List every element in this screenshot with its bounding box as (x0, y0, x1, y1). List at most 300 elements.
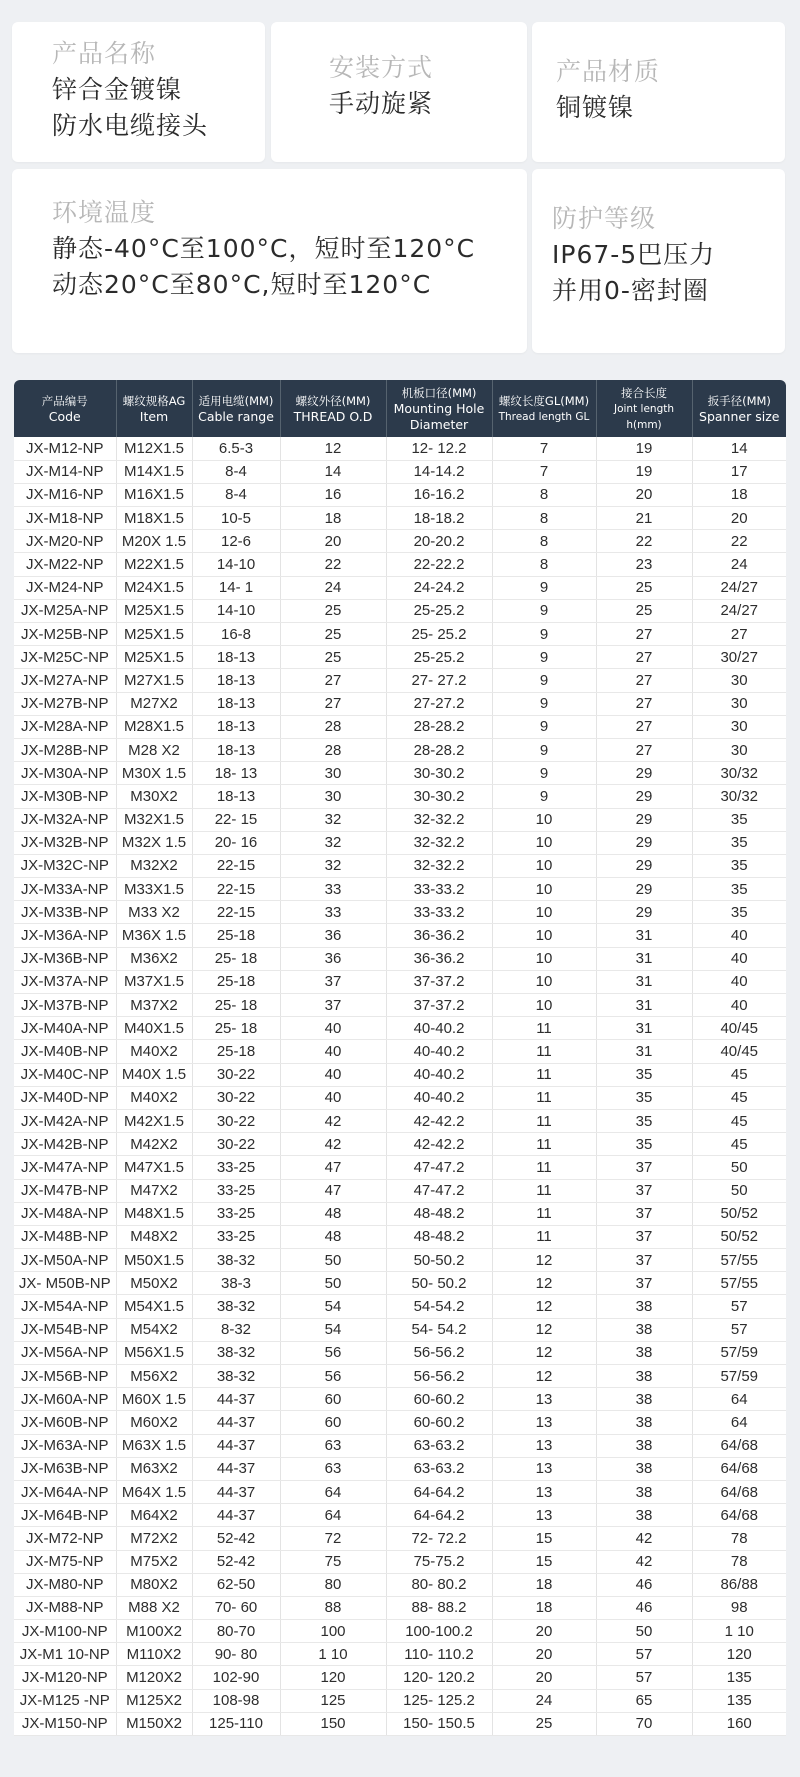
table-cell: 50/52 (692, 1202, 786, 1225)
table-cell: 40-40.2 (386, 1017, 492, 1040)
table-cell: 11 (492, 1063, 596, 1086)
table-cell: JX-M32C-NP (14, 854, 116, 877)
table-cell: M48X2 (116, 1225, 192, 1248)
table-cell: M14X1.5 (116, 460, 192, 483)
card-value: 铜镀镍 (556, 93, 635, 122)
table-cell: 102-90 (192, 1666, 280, 1689)
table-cell: JX-M33B-NP (14, 901, 116, 924)
column-header-en: Thread length GL (498, 410, 590, 423)
table-cell: JX-M60B-NP (14, 1411, 116, 1434)
table-cell: 22 (280, 553, 386, 576)
card-value: 手动旋紧 (329, 89, 434, 118)
table-cell: 8 (492, 553, 596, 576)
table-cell: 18-18.2 (386, 507, 492, 530)
table-cell: 11 (492, 1133, 596, 1156)
table-cell: 33-25 (192, 1225, 280, 1248)
table-cell: 33-25 (192, 1202, 280, 1225)
table-cell: 37 (280, 970, 386, 993)
table-cell: 20 (492, 1643, 596, 1666)
table-cell: 10 (492, 854, 596, 877)
table-cell: 48-48.2 (386, 1202, 492, 1225)
table-cell: 32-32.2 (386, 854, 492, 877)
table-cell: 63 (280, 1434, 386, 1457)
column-header-en: Cable range (198, 408, 274, 424)
table-cell: M40X2 (116, 1086, 192, 1109)
table-cell: 38-32 (192, 1249, 280, 1272)
table-cell: 64 (280, 1480, 386, 1503)
table-cell: 10 (492, 901, 596, 924)
table-cell: M36X2 (116, 947, 192, 970)
table-cell: 57/55 (692, 1249, 786, 1272)
table-row (14, 646, 786, 669)
table-cell: 37 (596, 1225, 692, 1248)
table-cell: 38-32 (192, 1341, 280, 1364)
table-cell: 25- 18 (192, 994, 280, 1017)
table-cell: 40 (692, 994, 786, 1017)
table-cell: 64/68 (692, 1434, 786, 1457)
table-cell: M25X1.5 (116, 646, 192, 669)
table-cell: 50 (596, 1620, 692, 1643)
table-cell: 57 (692, 1295, 786, 1318)
table-cell: 31 (596, 970, 692, 993)
table-cell: 9 (492, 669, 596, 692)
table-row (14, 1573, 786, 1596)
table-cell: M54X2 (116, 1318, 192, 1341)
table-cell: 44-37 (192, 1457, 280, 1480)
table-cell: 13 (492, 1388, 596, 1411)
table-cell: 32 (280, 854, 386, 877)
table-cell: JX-M42B-NP (14, 1133, 116, 1156)
table-cell: 72 (280, 1527, 386, 1550)
card-install-method (271, 22, 527, 162)
column-header-zh: 扳手径(MM) (707, 393, 771, 408)
table-row (14, 1225, 786, 1248)
table-cell: 28-28.2 (386, 715, 492, 738)
table-cell: 30-30.2 (386, 762, 492, 785)
table-cell: 30-22 (192, 1086, 280, 1109)
table-cell: 48-48.2 (386, 1225, 492, 1248)
table-cell: 25 (280, 623, 386, 646)
table-cell: 108-98 (192, 1689, 280, 1712)
table-cell: JX-M36A-NP (14, 924, 116, 947)
table-body (14, 437, 786, 1736)
table-cell: 29 (596, 831, 692, 854)
table-cell: JX-M12-NP (14, 437, 116, 460)
table-cell: 50 (280, 1249, 386, 1272)
table-cell: 31 (596, 1017, 692, 1040)
table-cell: 25 (280, 646, 386, 669)
column-header-zh: 产品编号 (41, 393, 88, 408)
table-row (14, 715, 786, 738)
table-cell: JX-M37B-NP (14, 994, 116, 1017)
table-cell: 19 (596, 460, 692, 483)
table-cell: 64/68 (692, 1480, 786, 1503)
column-header (596, 380, 692, 437)
table-cell: 54 (280, 1295, 386, 1318)
card-protection (532, 169, 785, 353)
table-cell: 64/68 (692, 1457, 786, 1480)
table-cell: 54-54.2 (386, 1295, 492, 1318)
table-cell: 50 (692, 1156, 786, 1179)
table-cell: 30-22 (192, 1109, 280, 1132)
table-cell: 75-75.2 (386, 1550, 492, 1573)
table-cell: 150 (280, 1712, 386, 1735)
table-cell: 29 (596, 901, 692, 924)
table-cell: 10 (492, 831, 596, 854)
table-cell: 29 (596, 808, 692, 831)
table-cell: 11 (492, 1225, 596, 1248)
table-cell: 54 (280, 1318, 386, 1341)
table-cell: 72- 72.2 (386, 1527, 492, 1550)
table-cell: 22- 15 (192, 808, 280, 831)
table-cell: JX-M56A-NP (14, 1341, 116, 1364)
table-cell: 56 (280, 1341, 386, 1364)
table-cell: 40 (280, 1017, 386, 1040)
column-header-en: Mounting Hole Diameter (393, 400, 485, 432)
table-cell: 31 (596, 947, 692, 970)
table-cell: 20-20.2 (386, 530, 492, 553)
table-cell: 160 (692, 1712, 786, 1735)
table-cell: 13 (492, 1504, 596, 1527)
table-cell: M110X2 (116, 1643, 192, 1666)
table-cell: M28 X2 (116, 738, 192, 761)
table-row (14, 599, 786, 622)
table-row (14, 530, 786, 553)
table-cell: 33-25 (192, 1156, 280, 1179)
table-cell: 20 (492, 1666, 596, 1689)
table-row (14, 1202, 786, 1225)
table-cell: 37 (596, 1272, 692, 1295)
table-cell: M72X2 (116, 1527, 192, 1550)
table-cell: 29 (596, 785, 692, 808)
table-cell: JX-M14-NP (14, 460, 116, 483)
table-cell: 1 10 (280, 1643, 386, 1666)
table-cell: 125-110 (192, 1712, 280, 1735)
table-cell: 27 (280, 669, 386, 692)
table-cell: 64-64.2 (386, 1480, 492, 1503)
table-cell: 12 (492, 1365, 596, 1388)
table-cell: 18- 13 (192, 762, 280, 785)
table-cell: 30 (692, 715, 786, 738)
table-row (14, 1643, 786, 1666)
table-cell: 38 (596, 1341, 692, 1364)
table-cell: 1 10 (692, 1620, 786, 1643)
table-cell: 11 (492, 1086, 596, 1109)
table-cell: 8-4 (192, 460, 280, 483)
table-cell: JX-M80-NP (14, 1573, 116, 1596)
table-cell: 47-47.2 (386, 1179, 492, 1202)
table-cell: JX-M25A-NP (14, 599, 116, 622)
table-cell: 35 (692, 831, 786, 854)
table-cell: M30X2 (116, 785, 192, 808)
table-cell: JX-M16-NP (14, 483, 116, 506)
table-cell: 15 (492, 1527, 596, 1550)
table-row (14, 669, 786, 692)
table-row (14, 1504, 786, 1527)
table-row (14, 1388, 786, 1411)
table-cell: 12 (492, 1295, 596, 1318)
table-cell: 22-15 (192, 878, 280, 901)
table-cell: 28-28.2 (386, 738, 492, 761)
table-cell: JX-M88-NP (14, 1596, 116, 1619)
table-cell: JX-M40A-NP (14, 1017, 116, 1040)
table-cell: M75X2 (116, 1550, 192, 1573)
table-cell: 20 (692, 507, 786, 530)
table-cell: 88- 88.2 (386, 1596, 492, 1619)
table-cell: 42-42.2 (386, 1133, 492, 1156)
table-cell: M47X2 (116, 1179, 192, 1202)
table-cell: M22X1.5 (116, 553, 192, 576)
table-cell: 40-40.2 (386, 1086, 492, 1109)
table-cell: 135 (692, 1666, 786, 1689)
card-label: 防护等级 (552, 204, 657, 233)
card-value: 防水电缆接头 (52, 111, 209, 140)
table-row (14, 924, 786, 947)
table-row (14, 1411, 786, 1434)
table-cell: 25-18 (192, 924, 280, 947)
table-cell: 86/88 (692, 1573, 786, 1596)
table-cell: 29 (596, 878, 692, 901)
table-cell: M36X 1.5 (116, 924, 192, 947)
table-cell: 37-37.2 (386, 994, 492, 1017)
table-cell: 30 (692, 669, 786, 692)
table-cell: 36 (280, 924, 386, 947)
table-cell: M32X1.5 (116, 808, 192, 831)
spec-table-wrapper (14, 380, 786, 1736)
table-cell: 40 (692, 947, 786, 970)
table-cell: 50-50.2 (386, 1249, 492, 1272)
column-header-zh: 机板口径(MM) (401, 385, 477, 400)
table-cell: JX-M24-NP (14, 576, 116, 599)
table-cell: JX-M25C-NP (14, 646, 116, 669)
table-cell: 29 (596, 854, 692, 877)
table-cell: 47 (280, 1179, 386, 1202)
table-cell: JX-M28A-NP (14, 715, 116, 738)
table-cell: JX-M54A-NP (14, 1295, 116, 1318)
table-cell: 40 (280, 1063, 386, 1086)
table-cell: 9 (492, 692, 596, 715)
table-cell: 27 (280, 692, 386, 715)
table-row (14, 1109, 786, 1132)
table-cell: 25-18 (192, 970, 280, 993)
table-cell: M32X2 (116, 854, 192, 877)
table-cell: 30-30.2 (386, 785, 492, 808)
table-cell: 12- 12.2 (386, 437, 492, 460)
table-cell: 44-37 (192, 1480, 280, 1503)
table-row (14, 623, 786, 646)
table-cell: 14-10 (192, 599, 280, 622)
table-cell: 10-5 (192, 507, 280, 530)
table-cell: 8 (492, 530, 596, 553)
table-cell: 35 (692, 901, 786, 924)
table-cell: 18-13 (192, 692, 280, 715)
card-temperature (12, 169, 527, 353)
table-cell: JX-M20-NP (14, 530, 116, 553)
table-row (14, 1527, 786, 1550)
table-cell: 14-14.2 (386, 460, 492, 483)
table-cell: 19 (596, 437, 692, 460)
table-cell: JX-M36B-NP (14, 947, 116, 970)
table-cell: 35 (596, 1086, 692, 1109)
table-cell: JX-M33A-NP (14, 878, 116, 901)
table-cell: 57 (692, 1318, 786, 1341)
table-cell: 64 (692, 1411, 786, 1434)
table-cell: 10 (492, 808, 596, 831)
table-cell: 25-25.2 (386, 646, 492, 669)
table-row (14, 1620, 786, 1643)
table-cell: 8-4 (192, 483, 280, 506)
table-cell: M16X1.5 (116, 483, 192, 506)
table-cell: 64 (280, 1504, 386, 1527)
table-cell: 46 (596, 1596, 692, 1619)
table-cell: 16-16.2 (386, 483, 492, 506)
table-cell: 35 (596, 1133, 692, 1156)
column-header-en: Spanner size (699, 408, 780, 424)
table-cell: 47 (280, 1156, 386, 1179)
table-cell: 38 (596, 1457, 692, 1480)
table-cell: 44-37 (192, 1434, 280, 1457)
table-cell: M37X1.5 (116, 970, 192, 993)
table-cell: M63X2 (116, 1457, 192, 1480)
table-row (14, 901, 786, 924)
table-cell: 40-40.2 (386, 1063, 492, 1086)
spec-table (14, 380, 786, 1736)
table-cell: M42X1.5 (116, 1109, 192, 1132)
table-cell: 120- 120.2 (386, 1666, 492, 1689)
table-cell: 18-13 (192, 785, 280, 808)
table-cell: 24/27 (692, 576, 786, 599)
table-cell: 57 (596, 1666, 692, 1689)
column-header-zh: 螺纹规格AG (122, 393, 186, 408)
table-cell: 27 (596, 738, 692, 761)
table-row (14, 1040, 786, 1063)
table-cell: JX-M56B-NP (14, 1365, 116, 1388)
table-cell: 64/68 (692, 1504, 786, 1527)
table-cell: 63-63.2 (386, 1434, 492, 1457)
table-cell: 40-40.2 (386, 1040, 492, 1063)
table-cell: JX-M125 -NP (14, 1689, 116, 1712)
table-cell: 52-42 (192, 1550, 280, 1573)
table-cell: 37 (596, 1249, 692, 1272)
table-cell: 28 (280, 715, 386, 738)
table-cell: 50 (280, 1272, 386, 1295)
card-label: 环境温度 (52, 198, 157, 227)
table-cell: 13 (492, 1411, 596, 1434)
table-row (14, 1249, 786, 1272)
table-cell: JX-M1 10-NP (14, 1643, 116, 1666)
table-cell: M54X1.5 (116, 1295, 192, 1318)
table-cell: 12 (492, 1272, 596, 1295)
table-cell: 36-36.2 (386, 947, 492, 970)
table-cell: 10 (492, 947, 596, 970)
table-cell: 150- 150.5 (386, 1712, 492, 1735)
table-cell: 28 (280, 738, 386, 761)
table-cell: 80 (280, 1573, 386, 1596)
table-row (14, 1712, 786, 1735)
table-cell: 9 (492, 576, 596, 599)
table-cell: 25 (492, 1712, 596, 1735)
table-cell: 32-32.2 (386, 831, 492, 854)
table-cell: 57 (596, 1643, 692, 1666)
table-cell: 32-32.2 (386, 808, 492, 831)
table-cell: 22-15 (192, 901, 280, 924)
table-row (14, 970, 786, 993)
column-header-en: THREAD O.D (293, 408, 373, 424)
table-cell: 20 (280, 530, 386, 553)
table-row (14, 1550, 786, 1573)
table-cell: 24-24.2 (386, 576, 492, 599)
table-cell: M56X1.5 (116, 1341, 192, 1364)
table-cell: 18 (692, 483, 786, 506)
table-cell: 22-15 (192, 854, 280, 877)
table-cell: 30/32 (692, 785, 786, 808)
spec-cards (0, 0, 800, 380)
table-row (14, 1457, 786, 1480)
table-cell: 27 (692, 623, 786, 646)
table-cell: M60X2 (116, 1411, 192, 1434)
table-cell: JX-M47A-NP (14, 1156, 116, 1179)
table-cell: 57/59 (692, 1341, 786, 1364)
table-cell: JX-M28B-NP (14, 738, 116, 761)
table-cell: 13 (492, 1480, 596, 1503)
table-cell: JX-M27A-NP (14, 669, 116, 692)
table-row (14, 1666, 786, 1689)
card-value: 并用0-密封圈 (552, 276, 709, 305)
table-cell: 33-33.2 (386, 878, 492, 901)
table-cell: 27 (596, 692, 692, 715)
table-cell: M37X2 (116, 994, 192, 1017)
table-cell: 125 (280, 1689, 386, 1712)
column-header (692, 380, 786, 437)
table-row (14, 1133, 786, 1156)
table-row (14, 1480, 786, 1503)
table-cell: 8-32 (192, 1318, 280, 1341)
header-row (14, 380, 786, 437)
table-cell: M40X 1.5 (116, 1063, 192, 1086)
table-cell: 37 (596, 1179, 692, 1202)
table-cell: M64X2 (116, 1504, 192, 1527)
table-cell: 52-42 (192, 1527, 280, 1550)
table-cell: 8 (492, 483, 596, 506)
table-cell: 44-37 (192, 1411, 280, 1434)
table-cell: 33 (280, 878, 386, 901)
table-cell: 18 (280, 507, 386, 530)
column-header-en: Item (139, 408, 169, 424)
table-cell: 25 (596, 576, 692, 599)
table-cell: 75 (280, 1550, 386, 1573)
table-row (14, 1295, 786, 1318)
table-cell: M50X2 (116, 1272, 192, 1295)
table-cell: 25 (280, 599, 386, 622)
table-cell: 25-25.2 (386, 599, 492, 622)
table-cell: 22 (692, 530, 786, 553)
table-cell: 25 (596, 599, 692, 622)
table-cell: 7 (492, 460, 596, 483)
table-cell: 18 (492, 1573, 596, 1596)
table-row (14, 1063, 786, 1086)
table-cell: 57/59 (692, 1365, 786, 1388)
table-cell: 37 (596, 1156, 692, 1179)
table-cell: 48 (280, 1225, 386, 1248)
table-cell: 46 (596, 1573, 692, 1596)
table-cell: 11 (492, 1179, 596, 1202)
table-cell: 57/55 (692, 1272, 786, 1295)
table-cell: 40 (280, 1086, 386, 1109)
table-cell: JX-M120-NP (14, 1666, 116, 1689)
table-cell: 9 (492, 599, 596, 622)
table-cell: 48 (280, 1202, 386, 1225)
table-cell: 38 (596, 1480, 692, 1503)
